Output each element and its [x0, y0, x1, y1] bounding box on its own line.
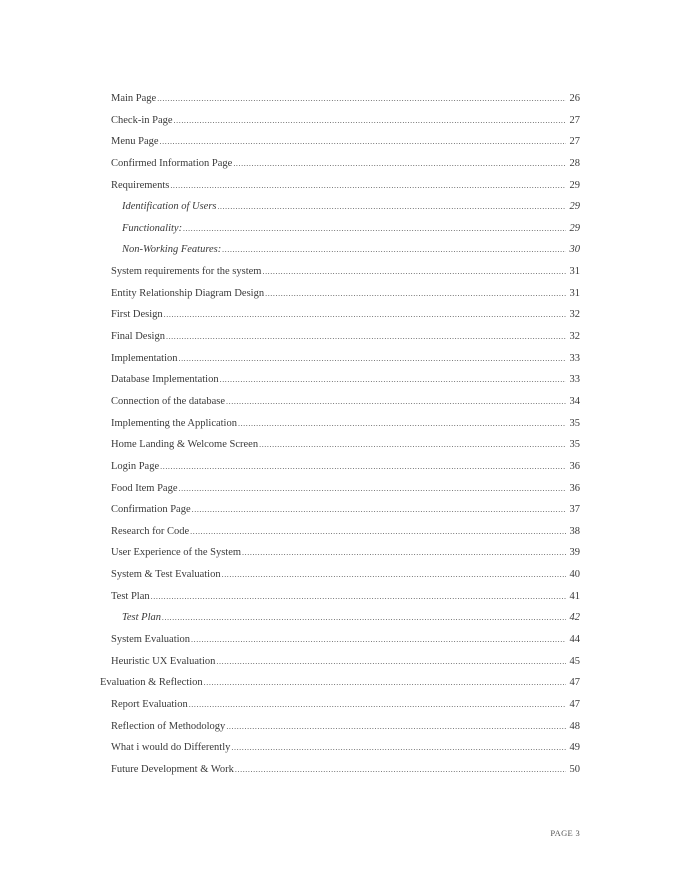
- toc-entry-page-number: 41: [569, 590, 580, 602]
- toc-dot-leader: [220, 375, 566, 384]
- toc-entry[interactable]: [0, 721, 680, 743]
- toc-entry-title: Check-in Page: [111, 114, 173, 126]
- toc-entry-title: Entity Relationship Diagram Design: [111, 287, 265, 299]
- table-of-contents: [0, 93, 680, 786]
- toc-entry[interactable]: [0, 374, 680, 396]
- toc-entry[interactable]: [0, 439, 680, 461]
- toc-dot-leader: [160, 137, 566, 146]
- toc-dot-leader: [231, 743, 566, 752]
- toc-entry-title: Functionality:: [122, 222, 183, 234]
- toc-entry-page-number: 33: [569, 352, 580, 364]
- toc-entry-title: Research for Code: [111, 525, 190, 537]
- toc-dot-leader: [157, 94, 566, 103]
- toc-dot-leader: [151, 592, 566, 601]
- toc-entry-page-number: 33: [569, 374, 580, 386]
- toc-dot-leader: [265, 289, 566, 298]
- toc-entry[interactable]: [0, 158, 680, 180]
- toc-entry-page-number: 37: [569, 504, 580, 516]
- toc-entry-title: Confirmation Page: [111, 504, 191, 516]
- toc-dot-leader: [238, 419, 566, 428]
- toc-entry-title: Future Development & Work: [111, 763, 234, 775]
- toc-dot-leader: [226, 397, 566, 406]
- toc-dot-leader: [222, 245, 566, 254]
- toc-entry-title: Requirements: [111, 179, 170, 191]
- toc-entry[interactable]: [0, 591, 680, 613]
- toc-entry[interactable]: [0, 483, 680, 505]
- toc-entry[interactable]: [0, 461, 680, 483]
- toc-entry-page-number: 47: [569, 677, 580, 689]
- toc-dot-leader: [192, 505, 566, 514]
- toc-entry-title: Connection of the database: [111, 395, 226, 407]
- toc-entry-page-number: 47: [569, 698, 580, 710]
- toc-entry-page-number: 39: [569, 547, 580, 559]
- toc-entry-title: Implementation: [111, 352, 178, 364]
- toc-entry-title: Report Evaluation: [111, 698, 188, 710]
- toc-entry[interactable]: [0, 223, 680, 245]
- toc-entry-page-number: 35: [569, 417, 580, 429]
- toc-dot-leader: [259, 440, 566, 449]
- toc-entry[interactable]: [0, 569, 680, 591]
- toc-entry[interactable]: [0, 136, 680, 158]
- toc-entry-title: Food Item Page: [111, 482, 178, 494]
- toc-entry[interactable]: [0, 201, 680, 223]
- toc-dot-leader: [233, 159, 566, 168]
- toc-dot-leader: [183, 224, 566, 233]
- toc-dot-leader: [226, 722, 566, 731]
- toc-entry[interactable]: [0, 656, 680, 678]
- toc-dot-leader: [166, 332, 566, 341]
- toc-entry[interactable]: [0, 612, 680, 634]
- toc-dot-leader: [242, 548, 566, 557]
- toc-dot-leader: [191, 635, 566, 644]
- toc-entry[interactable]: [0, 634, 680, 656]
- toc-entry-page-number: 36: [569, 460, 580, 472]
- toc-entry-page-number: 45: [569, 655, 580, 667]
- toc-dot-leader: [216, 657, 566, 666]
- toc-entry-title: System Evaluation: [111, 634, 191, 646]
- toc-entry-page-number: 31: [569, 287, 580, 299]
- toc-entry-title: Menu Page: [111, 136, 159, 148]
- toc-entry-page-number: 36: [569, 482, 580, 494]
- toc-entry-page-number: 48: [569, 720, 580, 732]
- toc-entry-page-number: 34: [569, 395, 580, 407]
- toc-entry[interactable]: [0, 266, 680, 288]
- toc-entry[interactable]: [0, 288, 680, 310]
- toc-entry-title: Non-Working Features:: [122, 244, 222, 256]
- toc-entry-page-number: 42: [569, 612, 580, 624]
- toc-entry-title: Database Implementation: [111, 374, 219, 386]
- toc-dot-leader: [222, 570, 566, 579]
- toc-entry-title: Heuristic UX Evaluation: [111, 655, 216, 667]
- toc-entry[interactable]: [0, 547, 680, 569]
- toc-entry-page-number: 26: [569, 93, 580, 104]
- toc-entry-page-number: 35: [569, 439, 580, 451]
- toc-entry-page-number: 44: [569, 634, 580, 646]
- toc-entry[interactable]: [0, 309, 680, 331]
- toc-entry[interactable]: [0, 742, 680, 764]
- toc-entry-page-number: 27: [569, 136, 580, 148]
- toc-entry-page-number: 29: [569, 222, 580, 234]
- toc-dot-leader: [179, 484, 567, 493]
- toc-entry-page-number: 32: [569, 331, 580, 343]
- toc-dot-leader: [189, 700, 566, 709]
- toc-entry-title: Final Design: [111, 331, 165, 343]
- toc-entry-page-number: 32: [569, 309, 580, 321]
- toc-entry[interactable]: [0, 331, 680, 353]
- toc-dot-leader: [262, 267, 566, 276]
- toc-entry-title: Implementing the Application: [111, 417, 237, 429]
- toc-entry[interactable]: [0, 504, 680, 526]
- toc-entry-title: Test Plan: [111, 590, 150, 602]
- toc-entry[interactable]: [0, 677, 680, 699]
- toc-entry-title: Home Landing & Welcome Screen: [111, 439, 259, 451]
- toc-entry[interactable]: [0, 764, 680, 786]
- toc-dot-leader: [204, 678, 566, 687]
- toc-entry-page-number: 31: [569, 266, 580, 278]
- toc-entry[interactable]: [0, 180, 680, 202]
- toc-dot-leader: [174, 116, 566, 125]
- toc-entry-page-number: 27: [569, 114, 580, 126]
- toc-entry[interactable]: [0, 353, 680, 375]
- toc-dot-leader: [160, 462, 566, 471]
- toc-entry-title: Test Plan: [122, 612, 161, 624]
- toc-entry-title: System requirements for the system: [111, 266, 262, 278]
- toc-dot-leader: [218, 202, 567, 211]
- toc-entry[interactable]: [0, 526, 680, 548]
- toc-entry[interactable]: [0, 699, 680, 721]
- toc-entry-page-number: 40: [569, 569, 580, 581]
- toc-dot-leader: [170, 181, 566, 190]
- page-number-footer: PAGE 3: [550, 828, 580, 838]
- toc-entry-title: Identification of Users: [122, 201, 217, 213]
- toc-dot-leader: [162, 613, 566, 622]
- toc-entry[interactable]: [0, 115, 680, 137]
- toc-dot-leader: [190, 527, 566, 536]
- toc-entry-title: Reflection of Methodology: [111, 720, 226, 732]
- toc-entry-page-number: 29: [569, 201, 580, 213]
- toc-entry-page-number: 29: [569, 179, 580, 191]
- toc-entry-title: Evaluation & Reflection: [100, 677, 203, 689]
- toc-entry[interactable]: [0, 418, 680, 440]
- toc-entry-title: First Design: [111, 309, 163, 321]
- toc-entry-title: System & Test Evaluation: [111, 569, 221, 581]
- toc-dot-leader: [178, 354, 566, 363]
- toc-entry-page-number: 30: [569, 244, 580, 256]
- toc-entry-title: Login Page: [111, 460, 160, 472]
- toc-dot-leader: [235, 765, 566, 774]
- toc-entry[interactable]: [0, 244, 680, 266]
- toc-entry[interactable]: [0, 93, 680, 115]
- toc-entry-title: Confirmed Information Page: [111, 157, 233, 169]
- toc-entry-page-number: 49: [569, 742, 580, 754]
- toc-entry-title: User Experience of the System: [111, 547, 242, 559]
- toc-entry-title: What i would do Differently: [111, 742, 231, 754]
- toc-entry[interactable]: [0, 396, 680, 418]
- toc-entry-page-number: 38: [569, 525, 580, 537]
- toc-entry-page-number: 50: [569, 763, 580, 775]
- toc-dot-leader: [164, 310, 566, 319]
- toc-entry-page-number: 28: [569, 157, 580, 169]
- toc-entry-title: Main Page: [111, 93, 157, 104]
